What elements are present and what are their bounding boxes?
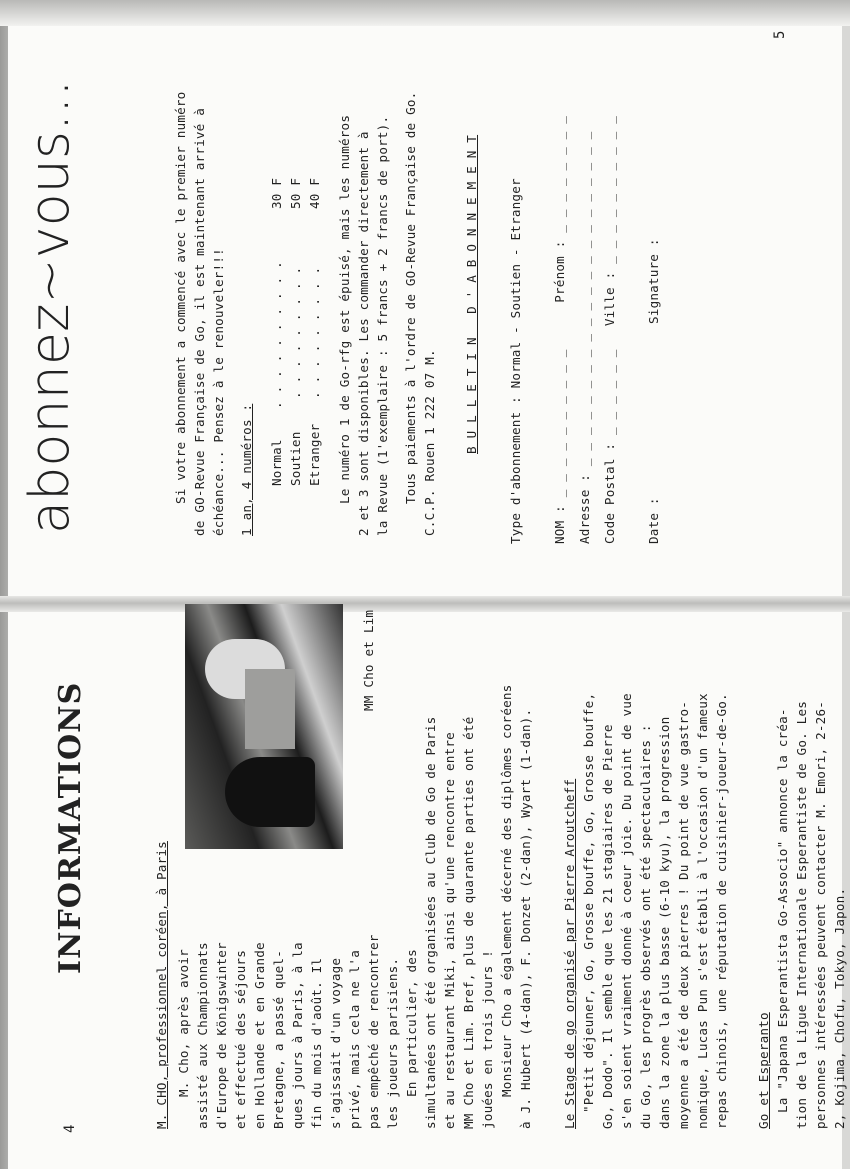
text-line: simultanées ont été organisées au Club de Go de Paris	[423, 716, 438, 1129]
text-line: ques jours à Paris, à la	[290, 942, 305, 1129]
text-line: tion de la Ligue Internationale Esperantiste de Go. Les	[794, 700, 809, 1129]
abonnez-heading: abonnez~vous...	[18, 79, 81, 534]
text-line: C.C.P. Rouen 1 222 07 M.	[422, 349, 437, 536]
photo-caption: MM Cho et Lim	[361, 609, 376, 711]
photo-cho-lim	[185, 604, 343, 849]
text-line: 2 et 3 sont disponibles. Les commander directement à	[356, 131, 371, 536]
text-line: dans la zone la plus basse (6-10 kyu), la progression	[657, 716, 672, 1129]
text-line: Si votre abonnement a commencé avec le premier numéro	[173, 91, 188, 504]
text-line: repas chinois, une réputation de cuisinier-joueur-de-Go.	[714, 693, 729, 1129]
adresse-field[interactable]: Adresse : _ _ _ _ _ _ _ _ _ _ _ _ _ _ _ _ _ _ _ _ _ _	[577, 131, 592, 544]
text-line: En particulier, des	[404, 949, 419, 1097]
form-title: B U L L E T I N D ' A B O N N E M E N T	[464, 134, 479, 454]
photo-go-board	[245, 669, 295, 749]
text-line: assisté aux Championnats	[195, 942, 210, 1129]
rates-title: 1 an, 4 numéros :	[239, 403, 254, 536]
rate-dots: . . . . . . . . .	[307, 266, 322, 399]
text-line: échéance... Pensez à le renouveler!!!	[211, 248, 226, 536]
text-line: Monsieur Cho a également décerné des diplômes coréens	[499, 684, 514, 1097]
date-label: Date :	[646, 497, 661, 544]
text-line: M. Cho, après avoir	[176, 949, 191, 1097]
text-line: de GO-Revue Française de Go, il est maintenant arrivé à	[192, 107, 207, 536]
photo-figure	[225, 757, 315, 827]
text-line: Le numéro 1 de Go-rfg est épuisé, mais les numéros	[337, 114, 352, 504]
section-title-stage: Le Stage de go organisé par Pierre Aroutcheff	[562, 778, 577, 1129]
text-line: pas empêché de rencontrer	[366, 934, 381, 1129]
rate-price: 40 F	[307, 177, 322, 209]
page-number: 4	[62, 1124, 78, 1133]
subscription-type-line: Type d'abonnement : Normal - Soutien - Etranger	[508, 178, 523, 544]
text-line: 2, Kojima, Chofu, Tokyo, Japon.	[832, 887, 847, 1129]
page-5	[0, 0, 850, 584]
text-line: les joueurs parisiens.	[385, 957, 400, 1129]
text-line: fin du mois d'août. Il	[309, 957, 324, 1129]
rate-dots: . . . . . . . . .	[288, 266, 303, 399]
signature-label: Signature :	[646, 238, 661, 324]
rate-price: 50 F	[288, 177, 303, 209]
text-line: du Go, les progrès observés ont été spectaculaires :	[638, 724, 653, 1129]
text-line: privé, mais cela ne l'a	[347, 950, 362, 1129]
text-line: Bretagne, a passé quel-	[271, 950, 286, 1129]
text-line: la Revue (1'exemplaire : 5 francs + 2 francs de port).	[375, 115, 390, 536]
text-line: Go, Dodo". Il semble que les 21 stagiaires de Pierre	[600, 724, 615, 1129]
text-line: et effectué des séjours	[233, 950, 248, 1129]
rate-price: 30 F	[269, 177, 284, 209]
text-line: "Petit déjeuner, Go, Grosse bouffe, Go, Grosse bouffe,	[581, 692, 596, 1113]
informations-banner: INFORMATIONS	[53, 681, 88, 974]
rate-dots: . . . . . . . . . .	[269, 261, 284, 409]
text-line: d'Europe de Königswinter	[214, 942, 229, 1129]
rate-label: Normal	[269, 439, 284, 486]
text-line: moyenne a été de deux pierres ! Du point de vue gastro-	[676, 700, 691, 1129]
rate-label: Soutien	[288, 431, 303, 486]
text-line: Tous paiements à l'ordre de GO-Revue Française de Go.	[403, 91, 418, 504]
text-line: La "Japana Esperantista Go-Associo" annonce la créa-	[775, 708, 790, 1113]
text-line: jouées en trois jours !	[480, 950, 495, 1129]
text-line: à J. Hubert (4-dan), F. Donzet (2-dan), Wyart (1-dan).	[518, 708, 533, 1129]
text-line: s'agissait d'un voyage	[328, 957, 343, 1129]
code-postal-field[interactable]: Code Postal : _ _ _ _ _ _ Ville : _ _ _ _ _ _ _ _ _ _	[602, 115, 617, 544]
text-line: MM Cho et Lim. Bref, plus de quarante parties ont été	[461, 716, 476, 1129]
page-number: 5	[772, 30, 788, 39]
section-title-esperanto: Go et Esperanto	[756, 1012, 771, 1129]
nom-field[interactable]: NOM : _ _ _ _ _ _ _ _ _ _ Prénom : _ _ _ _ _ _ _ _	[552, 115, 567, 544]
text-line: et au restaurant Miki, ainsi qu'une rencontre entre	[442, 732, 457, 1129]
section-title-cho: M. CHO, professionnel coréen, à Paris	[154, 841, 169, 1129]
text-line: nomique, Lucas Pun s'est établi à l'occasion d'un fameux	[695, 693, 710, 1129]
text-line: en Hollande et en Grande	[252, 942, 267, 1129]
page-4	[0, 584, 850, 1169]
rate-label: Etranger	[307, 423, 322, 486]
text-line: s'en soient vraiment donné à coeur joie. Du point de vue	[619, 693, 634, 1129]
text-line: personnes intéressées peuvent contacter M. Emori, 2-26-	[813, 700, 828, 1129]
